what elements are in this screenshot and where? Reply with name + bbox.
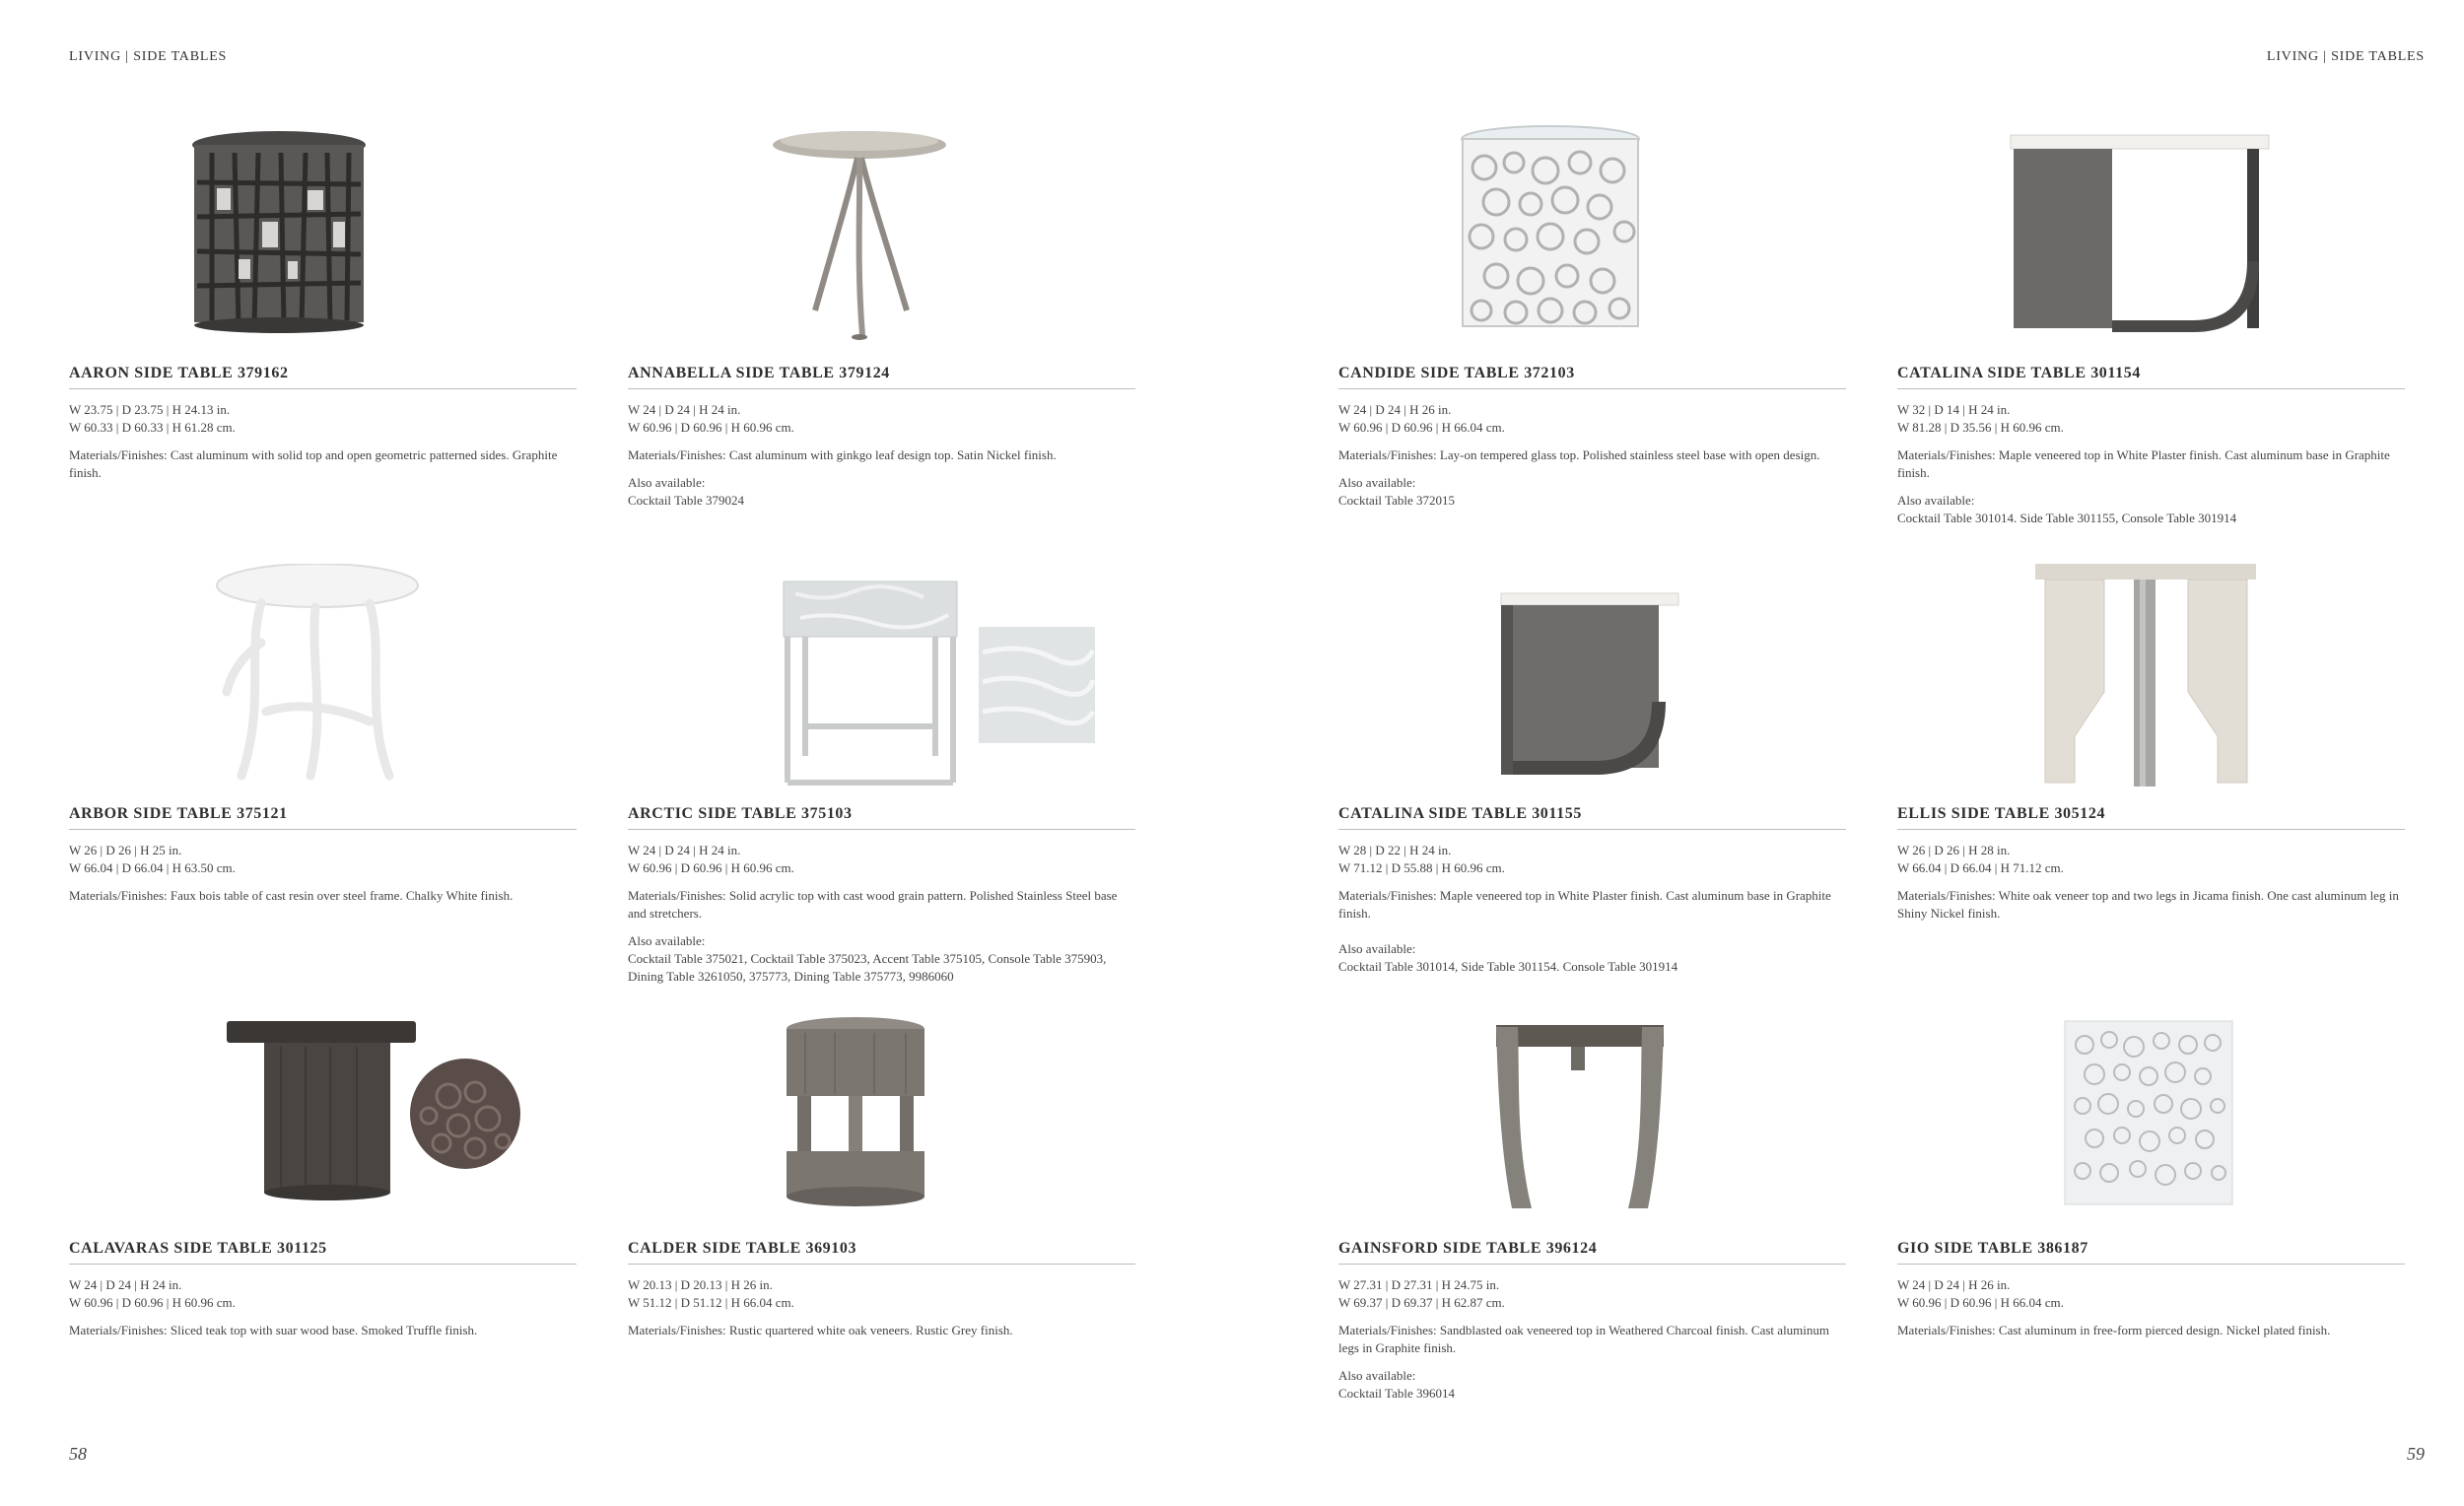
dimensions-inches: W 32 | D 14 | H 24 in. [1897,402,2011,417]
dimensions-inches: W 23.75 | D 23.75 | H 24.13 in. [69,402,231,417]
product-name: CATALINA SIDE TABLE 301154 [1897,365,2405,389]
dimensions-inches: W 20.13 | D 20.13 | H 26 in. [628,1277,773,1292]
product-image-calder [628,1015,1135,1212]
product-image-ellis [1897,564,2405,790]
dimensions-inches: W 24 | D 24 | H 24 in. [628,402,741,417]
page-number-right: 59 [2407,1444,2425,1464]
product-name: GAINSFORD SIDE TABLE 396124 [1338,1240,1846,1265]
also-available-list: Cocktail Table 379024 [628,493,744,508]
page-number-left: 58 [69,1444,87,1464]
materials-text: Materials/Finishes: Solid acrylic top with cast wood grain pattern. Polished Stainless Steel base and stretchers. [628,888,1118,921]
materials-text: Materials/Finishes: Cast aluminum with solid top and open geometric patterned sides. Graphite finish. [69,447,558,480]
materials-text: Materials/Finishes: White oak veneer top and two legs in Jicama finish. One cast aluminum leg in Shiny Nickel finish. [1897,888,2399,921]
product-name: CALDER SIDE TABLE 369103 [628,1240,1135,1265]
also-available-list: Cocktail Table 301014. Side Table 301155, Console Table 301914 [1897,511,2237,525]
also-available-list: Cocktail Table 375021, Cocktail Table 375023, Accent Table 375105, Console Table 375903, Dining Table 3261050, 375773, Dining Table 375773, 9986060 [628,951,1107,984]
dimensions-cm: W 60.33 | D 60.33 | H 61.28 cm. [69,420,236,435]
also-available-label: Also available: [628,933,706,948]
materials-text: Materials/Finishes: Maple veneered top in White Plaster finish. Cast aluminum base in Graphite finish. [1897,447,2390,480]
product-name: CATALINA SIDE TABLE 301155 [1338,805,1846,830]
also-available-label: Also available: [1338,475,1416,490]
product-image-arctic [628,564,1135,790]
also-available-list: Cocktail Table 301014, Side Table 301154. Console Table 301914 [1338,959,1678,974]
also-available-label: Also available: [1338,1368,1416,1383]
section-header-left: LIVING | SIDE TABLES [69,49,228,64]
product-image-gio [1897,1015,2405,1212]
dimensions-cm: W 60.96 | D 60.96 | H 60.96 cm. [69,1295,236,1310]
dimensions-cm: W 66.04 | D 66.04 | H 63.50 cm. [69,860,236,875]
product-image-aaron [69,123,577,350]
dimensions-inches: W 24 | D 24 | H 26 in. [1338,402,1452,417]
materials-text: Materials/Finishes: Lay-on tempered glass top. Polished stainless steel base with open design. [1338,447,1820,462]
product-name: CALAVARAS SIDE TABLE 301125 [69,1240,577,1265]
product-name: ELLIS SIDE TABLE 305124 [1897,805,2405,830]
materials-text: Materials/Finishes: Maple veneered top in White Plaster finish. Cast aluminum base in Graphite finish. [1338,888,1831,921]
product-image-catalina-301155 [1338,564,1846,790]
also-available-label: Also available: [628,475,706,490]
dimensions-cm: W 60.96 | D 60.96 | H 66.04 cm. [1897,1295,2064,1310]
materials-text: Materials/Finishes: Faux bois table of cast resin over steel frame. Chalky White finish. [69,888,513,903]
dimensions-inches: W 28 | D 22 | H 24 in. [1338,843,1452,857]
dimensions-inches: W 26 | D 26 | H 28 in. [1897,843,2011,857]
materials-text: Materials/Finishes: Cast aluminum with ginkgo leaf design top. Satin Nickel finish. [628,447,1057,462]
dimensions-cm: W 69.37 | D 69.37 | H 62.87 cm. [1338,1295,1505,1310]
dimensions-inches: W 24 | D 24 | H 26 in. [1897,1277,2011,1292]
dimensions-inches: W 24 | D 24 | H 24 in. [628,843,741,857]
dimensions-inches: W 24 | D 24 | H 24 in. [69,1277,182,1292]
product-name: AARON SIDE TABLE 379162 [69,365,577,389]
product-image-gainsford [1338,1015,1846,1212]
product-name: ANNABELLA SIDE TABLE 379124 [628,365,1135,389]
dimensions-cm: W 71.12 | D 55.88 | H 60.96 cm. [1338,860,1505,875]
dimensions-cm: W 60.96 | D 60.96 | H 60.96 cm. [628,860,794,875]
product-name: CANDIDE SIDE TABLE 372103 [1338,365,1846,389]
materials-text: Materials/Finishes: Sandblasted oak veneered top in Weathered Charcoal finish. Cast aluminum legs in Graphite finish. [1338,1323,1830,1355]
dimensions-cm: W 51.12 | D 51.12 | H 66.04 cm. [628,1295,794,1310]
dimensions-cm: W 81.28 | D 35.56 | H 60.96 cm. [1897,420,2064,435]
materials-text: Materials/Finishes: Rustic quartered white oak veneers. Rustic Grey finish. [628,1323,1013,1337]
also-available-list: Cocktail Table 396014 [1338,1386,1455,1401]
product-name: ARBOR SIDE TABLE 375121 [69,805,577,830]
also-available-label: Also available: [1338,941,1416,956]
product-image-annabella [628,123,1135,350]
product-name: GIO SIDE TABLE 386187 [1897,1240,2405,1265]
dimensions-inches: W 27.31 | D 27.31 | H 24.75 in. [1338,1277,1500,1292]
product-image-candide [1338,123,1846,350]
materials-text: Materials/Finishes: Sliced teak top with suar wood base. Smoked Truffle finish. [69,1323,478,1337]
product-image-catalina-301154 [1897,123,2405,350]
dimensions-cm: W 66.04 | D 66.04 | H 71.12 cm. [1897,860,2064,875]
dimensions-cm: W 60.96 | D 60.96 | H 60.96 cm. [628,420,794,435]
materials-text: Materials/Finishes: Cast aluminum in free-form pierced design. Nickel plated finish. [1897,1323,2331,1337]
also-available-list: Cocktail Table 372015 [1338,493,1455,508]
product-name: ARCTIC SIDE TABLE 375103 [628,805,1135,830]
dimensions-cm: W 60.96 | D 60.96 | H 66.04 cm. [1338,420,1505,435]
product-image-arbor [69,564,577,790]
section-header-right: LIVING | SIDE TABLES [2266,49,2425,64]
dimensions-inches: W 26 | D 26 | H 25 in. [69,843,182,857]
also-available-label: Also available: [1897,493,1975,508]
product-image-calavaras [69,1015,577,1212]
